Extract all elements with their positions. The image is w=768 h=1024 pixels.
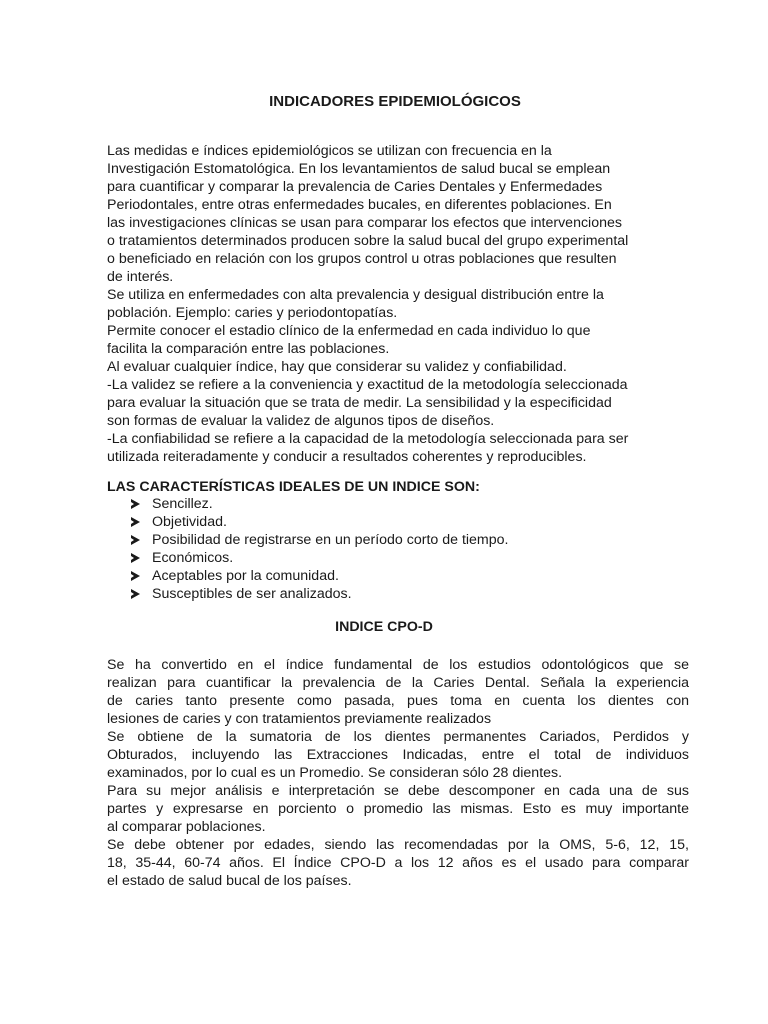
text-line: para cuantificar y comparar la prevalencia de Caries Dentales y Enfermedades: [107, 179, 603, 195]
list-item-text: Posibilidad de registrarse en un período corto de tiempo.: [152, 532, 509, 548]
arrow-bullet-icon: [131, 553, 140, 563]
text-line: Periodontales, entre otras enfermedades bucales, en diferentes poblaciones. En: [107, 197, 612, 213]
text-line: examinados, por lo cual es un Promedio. Se consideran sólo 28 dientes.: [107, 765, 563, 781]
characteristics-heading: LAS CARACTERÍSTICAS IDEALES DE UN INDICE SON:: [107, 479, 480, 495]
text-line: de caries tanto presente como pasada, pues toma en cuenta los dientes con: [107, 693, 689, 709]
document-title: INDICADORES EPIDEMIOLÓGICOS: [269, 93, 521, 110]
text-line: de interés.: [107, 269, 174, 285]
list-item: [131, 549, 508, 567]
text-line: Al evaluar cualquier índice, hay que considerar su validez y confiabilidad.: [107, 359, 567, 375]
text-line: Investigación Estomatológica. En los levantamientos de salud bucal se emplean: [107, 161, 611, 177]
list-item: [131, 531, 508, 549]
list-item-text: Objetividad.: [152, 514, 227, 530]
cpo-heading: INDICE CPO-D: [335, 619, 433, 635]
arrow-bullet-icon: [131, 517, 140, 527]
text-line: -La validez se refiere a la conveniencia y exactitud de la metodología seleccionada: [107, 377, 628, 393]
list-item-text: Susceptibles de ser analizados.: [152, 586, 352, 602]
list-item: [131, 585, 508, 603]
text-line: son formas de evaluar la validez de algunos tipos de diseños.: [107, 413, 495, 429]
text-line: Se debe obtener por edades, siendo las recomendadas por la OMS, 5-6, 12, 15,: [107, 837, 689, 853]
cpo-paragraph: [107, 656, 689, 890]
text-line: realizan para cuantificar la prevalencia de la Caries Dental. Señala la experiencia: [107, 675, 689, 691]
text-line: al comparar poblaciones.: [107, 819, 266, 835]
list-item-text: Aceptables por la comunidad.: [152, 568, 339, 584]
arrow-bullet-icon: [131, 535, 140, 545]
text-line: facilita la comparación entre las poblaciones.: [107, 341, 390, 357]
list-item: [131, 495, 508, 513]
text-line: población. Ejemplo: caries y periodontopatías.: [107, 305, 398, 321]
text-line: Obturados, incluyendo las Extracciones Indicadas, entre el total de individuos: [107, 747, 689, 763]
text-line: el estado de salud bucal de los países.: [107, 873, 352, 889]
text-line: o tratamientos determinados producen sobre la salud bucal del grupo experimental: [107, 233, 629, 249]
arrow-bullet-icon: [131, 499, 140, 509]
text-line: Se utiliza en enfermedades con alta prevalencia y desigual distribución entre la: [107, 287, 604, 303]
text-line: o beneficiado en relación con los grupos control u otras poblaciones que resulten: [107, 251, 617, 267]
text-line: partes y expresarse en porciento o promedio las mismas. Esto es muy importante: [107, 801, 689, 817]
list-item: [131, 513, 508, 531]
text-line: utilizada reiteradamente y conducir a resultados coherentes y reproducibles.: [107, 449, 587, 465]
text-line: 18, 35-44, 60-74 años. El Índice CPO-D a los 12 años es el usado para comparar: [107, 855, 689, 871]
text-line: Permite conocer el estadio clínico de la enfermedad en cada individuo lo que: [107, 323, 591, 339]
intro-paragraph: [107, 142, 628, 466]
list-item-text: Sencillez.: [152, 496, 213, 512]
text-line: Se ha convertido en el índice fundamental de los estudios odontológicos que se: [107, 657, 689, 673]
arrow-bullet-icon: [131, 571, 140, 581]
text-line: las investigaciones clínicas se usan para comparar los efectos que intervenciones: [107, 215, 622, 231]
text-line: Las medidas e índices epidemiológicos se utilizan con frecuencia en la: [107, 143, 552, 159]
characteristics-list: [131, 495, 508, 603]
text-line: lesiones de caries y con tratamientos previamente realizados: [107, 711, 492, 727]
arrow-bullet-icon: [131, 589, 140, 599]
text-line: -La confiabilidad se refiere a la capacidad de la metodología seleccionada para ser: [107, 431, 629, 447]
list-item: [131, 567, 508, 585]
text-line: Se obtiene de la sumatoria de los dientes permanentes Cariados, Perdidos y: [107, 729, 689, 745]
text-line: Para su mejor análisis e interpretación se debe descomponer en cada una de sus: [107, 783, 689, 799]
text-line: para evaluar la situación que se trata de medir. La sensibilidad y la especificidad: [107, 395, 612, 411]
list-item-text: Económicos.: [152, 550, 234, 566]
